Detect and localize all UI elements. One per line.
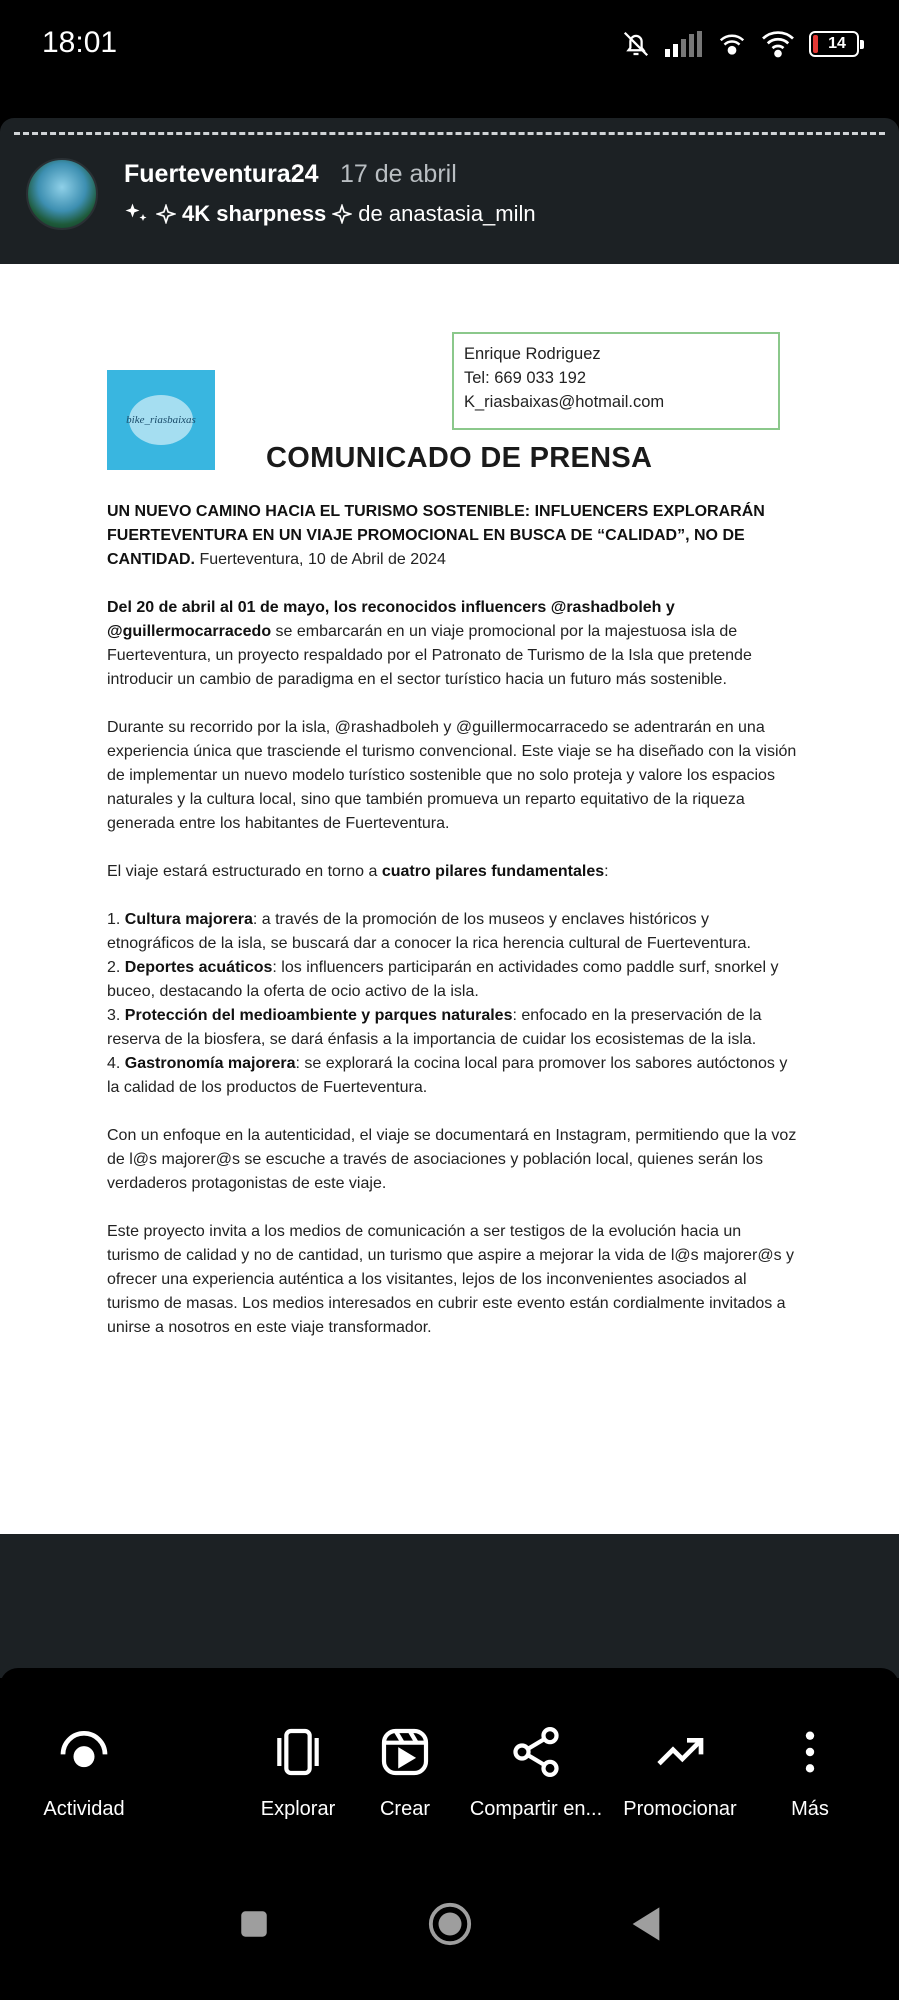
list-item: 4. Gastronomía majorera: se explorará la cocina local para promover los sabores autóctonos y la calidad de los productos de Fuerteventura. [107, 1055, 788, 1096]
wifi-icon [761, 29, 795, 59]
crear-button[interactable]: Crear [365, 1724, 445, 1821]
hotspot-icon [717, 29, 747, 59]
document-title: COMUNICADO DE PRENSA [266, 442, 653, 474]
avatar[interactable] [26, 158, 98, 230]
list-item: 2. Deportes acuáticos: los influencers participarán en actividades como paddle surf, snorkel y buceo, destacando la oferta de ocio activo de la isla. [107, 959, 779, 1000]
paragraph-3: El viaje estará estructurado en torno a cuatro pilares fundamentales: [107, 863, 609, 880]
story-actions-bar [0, 1668, 899, 1868]
status-icons [621, 24, 859, 64]
home-circle-icon [427, 1901, 473, 1947]
effect-attribution[interactable] [122, 200, 536, 228]
promocionar-button[interactable]: Promocionar [615, 1724, 745, 1821]
home-button[interactable] [424, 1898, 476, 1950]
logo [107, 370, 215, 470]
contact-email: K_riasbaixas@hotmail.com [464, 393, 665, 411]
contact-phone: Tel: 669 033 192 [464, 369, 587, 387]
list-item: 1. Cultura majorera: a través de la promoción de los museos y enclaves históricos y etnográficos de la isla, se buscará dar a conocer la rica herencia cultural de Fuerteventura. [107, 911, 751, 952]
explore-cards-icon [270, 1724, 326, 1780]
headline-paragraph [107, 500, 797, 572]
post-date: 17 de abril [340, 160, 457, 188]
status-bar [0, 0, 899, 90]
back-button[interactable] [620, 1898, 672, 1950]
contact-name: Enrique Rodriguez [464, 345, 601, 363]
story-viewer[interactable] [0, 118, 899, 1678]
bell-off-icon [621, 29, 651, 59]
headline: UN NUEVO CAMINO HACIA EL TURISMO SOSTENIBLE: INFLUENCERS EXPLORARÁN FUERTEVENTURA EN UN VIAJE PROMOCIONAL EN BUSCA DE “CALIDAD”, NO DE CANTIDAD. [107, 503, 765, 568]
contact-box [452, 332, 780, 430]
compartir-button[interactable]: Compartir en... [463, 1724, 609, 1821]
document-body [107, 500, 797, 1364]
story-progress-bar [14, 132, 885, 135]
mas-button[interactable]: Más [780, 1724, 840, 1821]
back-triangle-icon [629, 1904, 663, 1944]
list-item: 3. Protección del medioambiente y parques naturales: enfocado en la preservación de la reserva de la biosfera, se dará énfasis a la importancia de cuidar los ecosistemas de la isla. [107, 1007, 762, 1048]
press-release-document [0, 264, 899, 1534]
system-nav-bar [0, 1868, 899, 2000]
account-name[interactable]: Fuerteventura24 [124, 160, 319, 188]
share-icon [508, 1724, 564, 1780]
activity-eye-icon [56, 1724, 112, 1780]
story-background [0, 1534, 899, 1678]
effect-author: de anastasia_miln [358, 201, 536, 226]
actividad-button[interactable]: Actividad [28, 1724, 140, 1821]
status-time: 18:01 [42, 26, 118, 59]
pillars-list [107, 908, 797, 1100]
paragraph-5: Este proyecto invita a los medios de comunicación a ser testigos de la evolución hacia un turismo de calidad y no de cantidad, un turismo que aspire a mejorar la vida de l@s majorer@s y ofrecer una experiencia auténtica a los visitantes, lejos de los inconvenientes asociados al turismo de masas. Los medios interesados en cubrir este evento están cordialmente invitados a unirse a nosotros en este viaje transformador. [107, 1223, 795, 1336]
logo-text: bike_riasbaixas [126, 414, 196, 426]
paragraph-2: Durante su recorrido por la isla, @rashadboleh y @guillermocarracedo se adentrarán en una experiencia única que trasciende el turismo convencional. Este viaje se ha diseñado con la visión de implementar un nuevo modelo turístico sostenible que no solo proteja y valore los espacios naturales y la cultura local, sino que también promueva un reparto equitativo de la riqueza generada entre los habitantes de Fuerteventura. [107, 719, 797, 832]
effect-name: 4K sharpness [182, 201, 327, 226]
battery-level: 14 [828, 35, 846, 52]
explorar-button[interactable]: Explorar [248, 1724, 348, 1821]
more-vertical-icon [782, 1724, 838, 1780]
reels-create-icon [377, 1724, 433, 1780]
battery-icon [809, 31, 859, 57]
sparkle-small-icon [332, 204, 352, 224]
recents-button[interactable] [228, 1898, 280, 1950]
sparkles-icon [122, 200, 150, 228]
paragraph-4: Con un enfoque en la autenticidad, el viaje se documentará en Instagram, permitiendo que la voz de l@s majorer@s se escuche a través de asociaciones y población local, quienes serán los verdaderos protagonistas de este viaje. [107, 1127, 797, 1192]
trending-up-icon [652, 1724, 708, 1780]
sparkle-small-icon [156, 204, 176, 224]
recents-square-icon [237, 1907, 271, 1941]
signal-icon [665, 31, 703, 57]
dateline: Fuerteventura, 10 de Abril de 2024 [195, 551, 446, 568]
paragraph-1: Del 20 de abril al 01 de mayo, los reconocidos influencers @rashadboleh y @guillermocarracedo se embarcarán en un viaje promocional por la majestuosa isla de Fuerteventura, un proyecto respaldado por el Patronato de Turismo de la Isla que pretende introducir un cambio de paradigma en el sector turístico hacia un futuro más sostenible. [107, 599, 752, 688]
